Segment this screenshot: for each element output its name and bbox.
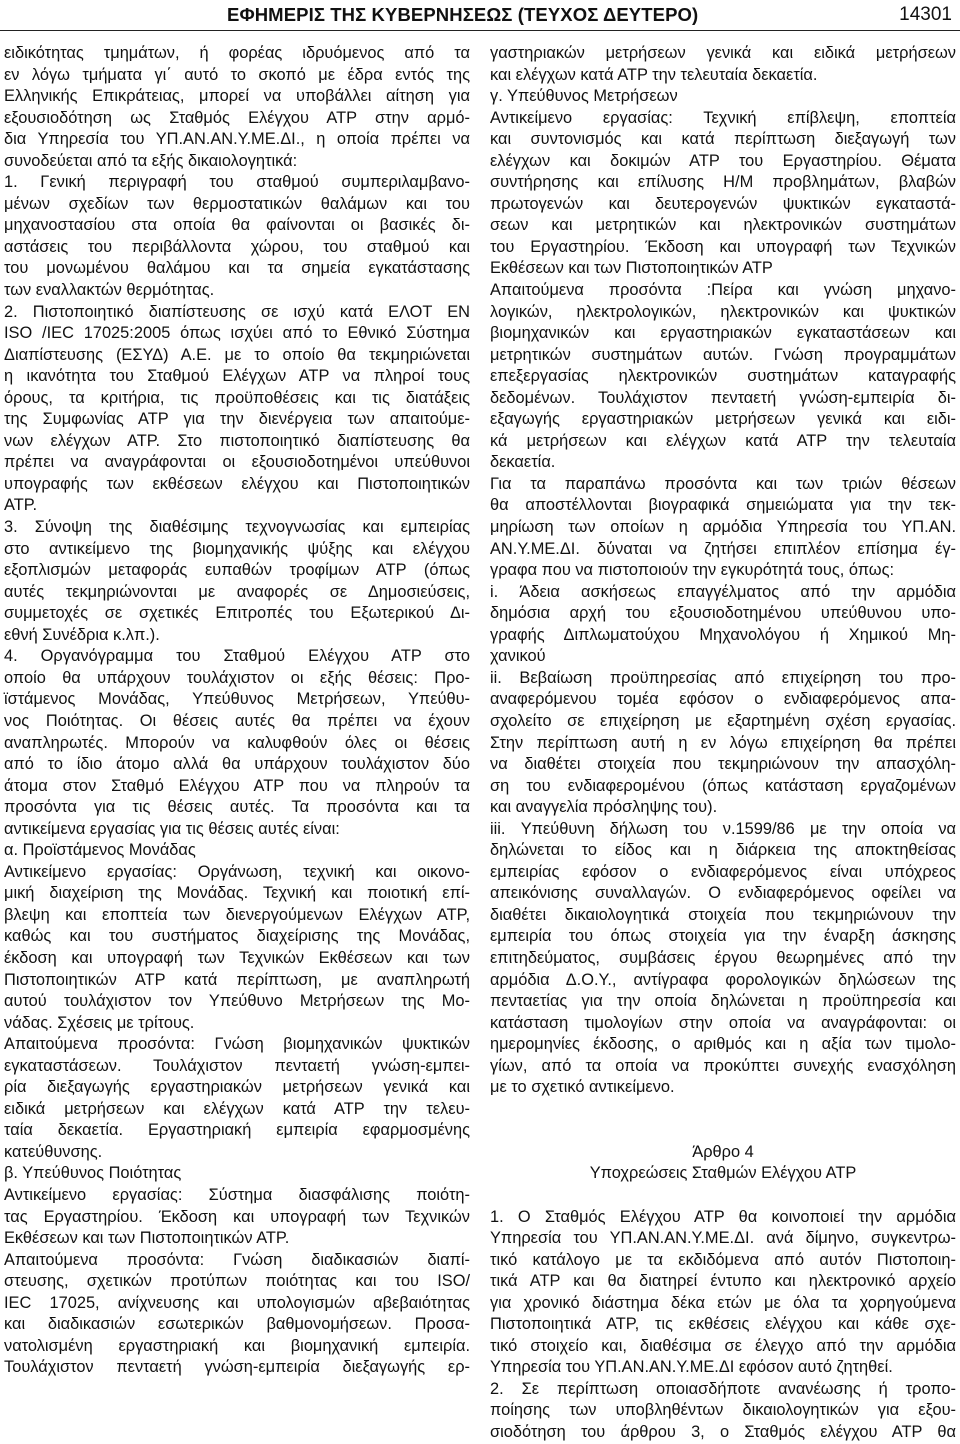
text-line: και συντονισμός και κατά περίπτωση διεξαγωγή των — [490, 130, 956, 149]
text-line: ΑΤΡ. — [4, 496, 38, 515]
text-line: Πιστοποιητικών ΑΤΡ κατά περίπτωση, με αναπληρωτή — [4, 970, 470, 989]
text-line: γαστηριακών μετρήσεων γενικά και ειδικά μετρήσεων — [490, 44, 956, 62]
article-subheading: Υποχρεώσεις Σταθμών Ελέγχου ΑΤΡ — [589, 1164, 857, 1183]
text-line: κατάσταση τιμολογίων στην οποία να αναγράφονται: οι — [490, 1013, 956, 1032]
text-line: εξοπλισμών μεταφοράς ευπαθών τροφίμων ΑΤΡ (όπως — [4, 561, 470, 580]
article-text — [490, 1207, 956, 1444]
spacer — [490, 1185, 956, 1207]
right-column — [490, 43, 956, 1444]
text-line: γίων, από τα οποία να προκύπτει συνεχής ενασχόληση — [490, 1056, 956, 1075]
text-line: Υπηρεσία του ΥΠ.ΑΝ.ΑΝ.Υ.ΜΕ.ΔΙ. ανά δίμηνο, συγκεντρω- — [490, 1229, 956, 1248]
text-line: δια Υπηρεσία του ΥΠ.ΑΝ.ΑΝ.Υ.ΜΕ.ΔΙ., η οποία πρέπει να — [4, 130, 470, 149]
text-line: Εκθέσεων και των Πιστοποιητικών ΑΤΡ. — [4, 1229, 290, 1248]
text-line: Αντικείμενο εργασίας: Τεχνική επίβλεψη, εποπτεία — [490, 108, 956, 127]
text-line: βιομηχανικών και εργαστηριακών εγκαταστάσεων και — [490, 324, 956, 343]
text-line: έκδοση και υπογραφή των Τεχνικών Εκθέσεων και των — [4, 948, 470, 967]
text-line: Ελληνικής Επικράτειας, μπορεί να υποβάλλει αίτηση για — [4, 87, 470, 106]
spacer — [490, 1120, 956, 1142]
gazette-title: ΕΦΗΜΕΡΙΣ ΤΗΣ ΚΥΒΕΡΝΗΣΕΩΣ (ΤΕΥΧΟΣ ΔΕΥΤΕΡΟ) — [227, 4, 699, 25]
text-line: όρους, τα κριτήρια, τις προϋποθέσεις και τις διατάξεις — [4, 388, 470, 407]
text-line: λογικών, ηλεκτρολογικών, ηλεκτρονικών και ψυκτικών — [490, 302, 956, 321]
text-line: πενταετίας για την οποία δηλώνεται η προϋπηρεσία και — [490, 992, 956, 1011]
text-line: 1. Γενική περιγραφή του σταθμού συμπεριλαμβανο- — [4, 173, 470, 192]
text-line: στευσης, σχετικών προτύπων ποιότητας και του ISO/ — [4, 1272, 470, 1291]
page-number: 14301 — [899, 4, 952, 25]
text-line: συμμετοχές σε σχετικές Επιτροπές του Εξωτερικού Δι- — [4, 604, 470, 623]
text-line: ειδικά μετρήσεων και ελέγχων κατά ΑΤΡ την τελευ- — [4, 1099, 470, 1118]
text-line: ση του ενδιαφερομένου (όπως κατάσταση εργαζομένων — [490, 776, 956, 795]
text-line: 4. Οργανόγραμμα του Σταθμού Ελέγχου ΑΤΡ στο — [4, 647, 470, 666]
text-line: γραφής Διπλωματούχου Μηχανολόγου ή Χημικού Μη- — [490, 625, 956, 644]
text-line: ISO /IEC 17025:2005 όπως ισχύει από το Εθνικό Σύστημα — [4, 324, 470, 343]
text-line: εν λόγω τμήματα γι΄ αυτό το σκοπό με έδρα εντός της — [4, 65, 470, 84]
text-line: οποίο θα υπάρχουν τουλάχιστον οι εξής θέσεις: Προ- — [4, 668, 470, 687]
page-header — [0, 0, 960, 34]
right-column-text — [490, 43, 956, 1099]
text-line: τικό στοιχείο και, διαθέσιμα σε έλεγχο από την αρμόδια — [490, 1336, 956, 1355]
text-line: να διαθέτει στοιχεία που τεκμηριώνουν την απασχόλη- — [490, 755, 956, 774]
text-line: β. Υπεύθυνος Ποιότητας — [4, 1164, 182, 1183]
text-line: κά μετρήσεων και ελέγχων κατά ΑΤΡ την τελευταία — [490, 431, 956, 450]
text-line: νος Ποιότητας. Οι θέσεις αυτές θα πρέπει να έχουν — [4, 711, 470, 730]
text-line: Απαιτούμενα προσόντα: Γνώση διαδικασιών διαπί- — [4, 1250, 470, 1269]
text-line: η ικανότητα του Σταθμού Ελέγχων ΑΤΡ να πληροί τους — [4, 367, 470, 386]
text-line: δημόσια αρχή του εξουσιοδοτημένου υπεύθυνου υπο- — [490, 604, 956, 623]
text-line: μική διαχείριση της Μονάδας. Τεχνική και ποιοτική επί- — [4, 884, 470, 903]
text-line: Στην περίπτωση αυτή η εν λόγω επιχείρηση θα πρέπει — [490, 733, 956, 752]
text-line: ΑΝ.Υ.ΜΕ.ΔΙ. δύναται να ζητήσει επιπλέον επίσημα έγ- — [490, 539, 956, 558]
text-line: άτομα στον Σταθμό Ελέγχου ΑΤΡ που να πληρούν τα — [4, 776, 470, 795]
text-line: σεων και μετρητικών και ηλεκτρονικών συστημάτων — [490, 216, 956, 235]
text-line: Υπηρεσία του ΥΠ.ΑΝ.ΑΝ.Υ.ΜΕ.ΔΙ εφόσον αυτό ζητηθεί. — [490, 1358, 893, 1377]
text-line: ειδικότητας τμημάτων, ή φορέας ιδρυόμενος από τα — [4, 44, 470, 62]
text-line: αυτές τεκμηριώνονται με αναφορές σε Δημοσιεύσεις, — [4, 582, 470, 601]
text-line: 3. Σύνοψη της διαθέσιμης τεχνογνωσίας και εμπειρίας — [4, 518, 470, 537]
text-line: i. Άδεια ασκήσεως επαγγέλματος από την αρμόδια — [490, 582, 956, 601]
text-line: με το σχετικό αντικείμενο. — [490, 1078, 675, 1097]
text-line: νατολισμένη εργαστηριακή και βιομηχανική εμπειρία. — [4, 1336, 470, 1355]
text-line: και διαδικασιών εσωτερικών βαθμονομήσεων. Προσα- — [4, 1315, 470, 1334]
text-line: τας Εργαστηρίου. Έκδοση και υπογραφή των Τεχνικών — [4, 1207, 470, 1226]
text-line: Αντικείμενο εργασίας: Οργάνωση, τεχνική και οικονο- — [4, 862, 470, 881]
text-line: ποίησης των υποβληθέντων δικαιολογητικών για εξου- — [490, 1401, 956, 1420]
text-line: της Συμφωνίας ΑΤΡ για την διενέργεια των απαιτούμε- — [4, 410, 470, 429]
text-line: ii. Βεβαίωση προϋπηρεσίας από επιχείρηση του προ- — [490, 668, 956, 687]
text-line: και ελέγχων κατά ΑΤΡ την τελευταία δεκαετία. — [490, 65, 818, 84]
text-line: Αντικείμενο εργασίας: Σύστημα διασφάλισης ποιότη- — [4, 1185, 470, 1204]
text-line: απεικόνισης συναλλαγών. Ο ενδιαφερόμενος οφείλει να — [490, 884, 956, 903]
text-line: Απαιτούμενα προσόντα :Πείρα και γνώση μηχανο- — [490, 281, 956, 300]
text-line: τικό κατάλογο με τα εκδιδόμενα από αυτόν Πιστοποιη- — [490, 1250, 956, 1269]
text-line: πρέπει να αναγράφονται οι εξουσιοδοτημένοι υπεύθυνοι — [4, 453, 470, 472]
text-line: αναφερόμενου τομέα εφόσον ο ενδιαφερόμενος απα- — [490, 690, 956, 709]
text-line: πρωτογενών και δευτερογενών ψυκτικών εγκαταστά- — [490, 194, 956, 213]
text-line: νων ελέγχων ΑΤΡ. Στο πιστοποιητικό διαπίστευσης θα — [4, 431, 470, 450]
text-line: ημερομηνίες έκδοσης, ο αριθμός και η αξία των τιμολο- — [490, 1035, 956, 1054]
text-line: από το ίδιο άτομο αλλά θα υπάρχουν τουλάχιστον δύο — [4, 755, 470, 774]
text-line: Πιστοποιητικά ΑΤΡ, τις εκθέσεις ελέγχου και κάθε σχε- — [490, 1315, 956, 1334]
text-line: εμπειρία του όπως στοιχεία για την έναρξη άσκησης — [490, 927, 956, 946]
text-line: μετρητικών συστημάτων αυτών. Γνώση προγραμμάτων — [490, 345, 956, 364]
text-line: μηρίωση των οποίων η αρμόδια Υπηρεσία του ΥΠ.ΑΝ. — [490, 518, 956, 537]
text-line: και αναγγελία πρόσληψης του). — [490, 798, 718, 817]
text-line: για χρονικό διάστημα δέκα ετών με όλα τα χορηγούμενα — [490, 1293, 956, 1312]
text-line: Τουλάχιστον πενταετή γνώση-εμπειρία διεξαγωγής ερ- — [4, 1358, 470, 1377]
text-line: νάδας. Σχέσεις με τρίτους. — [4, 1013, 195, 1032]
text-line: δεδομένων. Τουλάχιστον πενταετή γνώση-εμπειρία δι- — [490, 388, 956, 407]
text-line: ρία διεξαγωγής εργαστηριακών μετρήσεων γενικά και — [4, 1078, 470, 1097]
text-line: δεκαετία. — [490, 453, 556, 472]
text-line: σχολείτο σε επιχείρηση με εξαρτημένη σχέση εργασίας. — [490, 711, 956, 730]
spacer — [490, 1099, 956, 1121]
text-line: αρμόδια Δ.Ο.Υ., αντίγραφα φορολογικών δηλώσεων της — [490, 970, 956, 989]
text-line: του Εργαστηρίου. Έκδοση και υπογραφή των Τεχνικών — [490, 237, 956, 256]
text-line: κατεύθυνσης. — [4, 1142, 103, 1161]
header-rule — [0, 30, 960, 31]
text-line: μηχανοστασίου στα οποία θα φαίνονται οι βασικές δι- — [4, 216, 470, 235]
text-line: εγκαταστάσεων. Τουλάχιστον πενταετή γνώση-εμπει- — [4, 1056, 470, 1075]
text-line: ταία δεκαετία. Εργαστηριακή εμπειρία εφαρμοσμένης — [4, 1121, 470, 1140]
text-line: Εκθέσεων και των Πιστοποιητικών ΑΤΡ — [490, 259, 773, 278]
text-line: 2. Πιστοποιητικό διαπίστευσης σε ισχύ κατά ΕΛΟΤ ΕΝ — [4, 302, 470, 321]
text-line: του μονωμένου θαλάμου και τα σημεία εγκατάστασης — [4, 259, 470, 278]
text-line: IEC 17025, ανίχνευσης και υπολογισμών αβεβαιότητας — [4, 1293, 470, 1312]
text-line: εξαγωγής εργαστηριακών μετρήσεων γενικά και ειδι- — [490, 410, 956, 429]
text-line: αντικείμενα εργασίας για τις θέσεις αυτές είναι: — [4, 819, 340, 838]
text-line: εξουσιοδότηση ως Σταθμός Ελέγχου ΑΤΡ στην αρμό- — [4, 108, 470, 127]
text-line: ελέγχων και δοκιμών ΑΤΡ του Εργαστηρίου. Θέματα — [490, 151, 956, 170]
text-line: τικά ΑΤΡ και θα διατηρεί έντυπο και ηλεκτρονικό αρχείο — [490, 1272, 956, 1291]
text-line: α. Προϊστάμενος Μονάδας — [4, 841, 196, 860]
text-line: εμπειρίας εφόσον ο ενδιαφερόμενος είναι υπόχρεος — [490, 862, 956, 881]
text-line: 1. Ο Σταθμός Ελέγχου ΑΤΡ θα κοινοποιεί την αρμόδια — [490, 1207, 956, 1226]
text-line: αυτού τουλάχιστον τον Υπεύθυνο Μετρήσεων της Μο- — [4, 992, 470, 1011]
text-line: επεξεργασίας ηλεκτρονικών συστημάτων καταγραφής — [490, 367, 956, 386]
text-line: γραφα που να πιστοποιούν την εγκυρότητά τους, όπως: — [490, 561, 895, 580]
article-heading: Άρθρο 4 — [692, 1142, 754, 1161]
text-line: ϊστάμενος Μονάδας, Υπεύθυνος Μετρήσεων, Υπεύθυ- — [4, 690, 470, 709]
text-line: Απαιτούμενα προσόντα: Γνώση βιομηχανικών ψυκτικών — [4, 1035, 470, 1054]
text-line: θα αποστέλλονται βιογραφικά σημειώματα για την τεκ- — [490, 496, 956, 515]
text-line: καθώς και του συστήματος διαχείρισης της Μονάδας, — [4, 927, 470, 946]
text-line: συντήρησης και επίλυσης Η/Μ προβλημάτων, βλαβών — [490, 173, 956, 192]
text-line: εθνή Συνέδρια κ.λπ.). — [4, 625, 160, 644]
text-line: βλεψη και εποπτεία των διενεργούμενων Ελέγχων ΑΤΡ, — [4, 905, 470, 924]
text-line: στο αντικείμενο της βιομηχανικής ψύξης και ελέγχου — [4, 539, 470, 558]
left-column — [4, 43, 470, 1379]
text-line: 2. Σε περίπτωση οποιασδήποτε ανανέωσης ή τροπο- — [490, 1379, 956, 1398]
text-line: Διαπίστευσης (ΕΣΥΔ) Α.Ε. με το οποίο θα τεκμηριώνεται — [4, 345, 470, 364]
text-line: των εναλλακτών θερμότητας. — [4, 281, 215, 300]
text-line: σιοδότηση του άρθρου 3, ο Σταθμός ελέγχου ΑΤΡ θα — [490, 1423, 956, 1441]
text-line: επιτηδεύματος, συμβάσεις έργου θεωρημένες από την — [490, 948, 956, 967]
text-line: προσόντα για τις θέσεις αυτές. Τα προσόντα και τα — [4, 798, 470, 817]
text-line: δηλώνεται το είδος και η διάρκεια της αποκτηθείσας — [490, 841, 956, 860]
text-line: διαθέτει δικαιολογητικά στοιχεία που τεκμηριώνουν την — [490, 905, 956, 924]
text-line: υπογραφής των εκθέσεων ελέγχου και Πιστοποιητικών — [4, 474, 470, 493]
text-line: αστάσεις του περιβάλλοντα χώρου, του σταθμού και — [4, 237, 470, 256]
text-line: χανικού — [490, 647, 546, 666]
text-line: γ. Υπεύθυνος Μετρήσεων — [490, 87, 678, 106]
text-line: συνοδεύεται από τα εξής δικαιολογητικά: — [4, 151, 298, 170]
text-line: Για τα παραπάνω προσόντα και των τριών θέσεων — [490, 474, 956, 493]
text-line: αναπληρωτές. Μπορούν να καλυφθούν όλες οι θέσεις — [4, 733, 470, 752]
text-line: μένων σχεδίων των θερμοστατικών θαλάμων και του — [4, 194, 470, 213]
text-line: iii. Υπεύθυνη δήλωση του ν.1599/86 με την οποία να — [490, 819, 956, 838]
